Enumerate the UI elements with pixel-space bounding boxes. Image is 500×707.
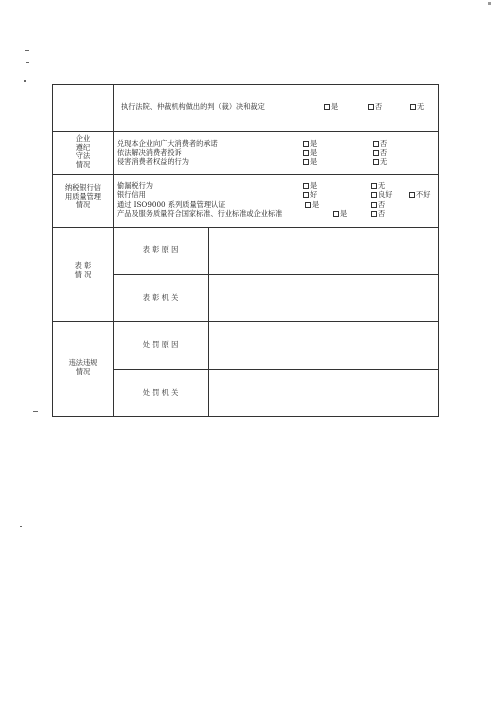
credit-form-table [52, 84, 439, 417]
commend-reason-field[interactable] [209, 228, 438, 274]
iso-yes[interactable]: 是 [305, 201, 319, 210]
checkbox-icon [333, 211, 339, 217]
scan-speck [20, 526, 22, 527]
law-item-complaint: 依法解决消费者投诉 [117, 148, 182, 157]
checkbox-icon [305, 202, 311, 208]
checkbox-icon [303, 159, 309, 165]
law-section-label: 企业 遵纪 守法 情况 [75, 134, 91, 169]
checkbox-icon [324, 104, 330, 110]
penalty-reason-label: 处 罚 原 因 [142, 340, 179, 349]
commend-agency-label: 表 彰 机 关 [142, 293, 179, 302]
penalty-reason-field[interactable] [209, 322, 438, 369]
law-promise-yes[interactable]: 是 [303, 140, 317, 149]
standard-no[interactable]: 否 [371, 210, 385, 219]
scan-speck [33, 411, 38, 412]
checkbox-icon [371, 192, 377, 198]
iso-no[interactable]: 否 [371, 201, 385, 210]
violation-section-label: 违法违规 情况 [68, 358, 98, 376]
law-item-promise: 兑现本企业向广大消费者的承诺 [117, 139, 218, 148]
scan-speck [25, 50, 29, 51]
penalty-agency-label: 处 罚 机 关 [142, 388, 179, 397]
checkbox-icon [373, 141, 379, 147]
scan-speck [26, 62, 29, 63]
checkbox-icon [303, 192, 309, 198]
checkbox-icon [410, 104, 416, 110]
law-complaint-yes[interactable]: 是 [303, 149, 317, 158]
checkbox-icon [409, 192, 415, 198]
bank-bad[interactable]: 不好 [409, 191, 430, 200]
credit-item-tax: 偷漏税行为 [117, 181, 153, 190]
tax-yes[interactable]: 是 [303, 182, 317, 191]
scan-speck [488, 2, 491, 5]
law-complaint-no[interactable]: 否 [373, 149, 387, 158]
law-infringe-yes[interactable]: 是 [303, 158, 317, 167]
checkbox-icon [303, 150, 309, 156]
checkbox-icon [303, 141, 309, 147]
court-option-none[interactable]: 无 [410, 103, 424, 112]
checkbox-icon [368, 104, 374, 110]
scan-speck [24, 80, 26, 82]
credit-item-iso: 通过 ISO9000 系列质量管理认证 [117, 200, 226, 209]
commend-agency-field[interactable] [209, 275, 438, 321]
law-item-infringe: 侵害消费者权益的行为 [117, 157, 189, 166]
credit-item-bank: 银行信用 [117, 190, 146, 199]
court-option-no[interactable]: 否 [368, 103, 382, 112]
credit-section-label: 纳税银行信 用质量管理 情况 [65, 183, 101, 210]
court-option-yes[interactable]: 是 [324, 103, 338, 112]
commend-section-label: 表 彰 情 况 [74, 261, 92, 279]
bank-fine[interactable]: 良好 [371, 191, 392, 200]
penalty-agency-field[interactable] [209, 370, 438, 416]
checkbox-icon [303, 183, 309, 189]
checkbox-icon [373, 150, 379, 156]
bank-good[interactable]: 好 [303, 191, 317, 200]
checkbox-icon [373, 159, 379, 165]
credit-item-standard: 产品及服务质量符合国家标准、行业标准或企业标准 [117, 209, 283, 218]
law-infringe-none[interactable]: 无 [373, 158, 387, 167]
court-judgment-label: 执行法院、仲裁机构做出的判（裁）决和裁定 [121, 102, 265, 111]
checkbox-icon [371, 202, 377, 208]
law-promise-no[interactable]: 否 [373, 140, 387, 149]
commend-reason-label: 表 彰 原 因 [142, 245, 179, 254]
standard-yes[interactable]: 是 [333, 210, 347, 219]
checkbox-icon [371, 183, 377, 189]
checkbox-icon [371, 211, 377, 217]
tax-none[interactable]: 无 [371, 182, 385, 191]
